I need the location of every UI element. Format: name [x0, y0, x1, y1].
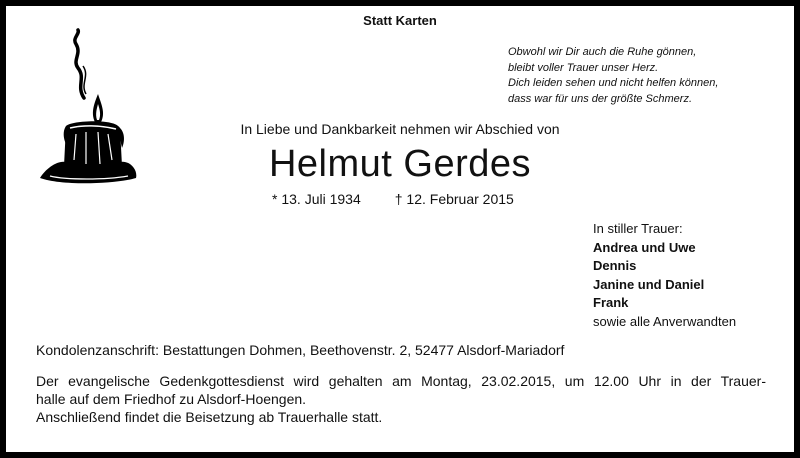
service-line: halle auf dem Friedhof zu Alsdorf-Hoengen. — [36, 391, 307, 407]
intro-text: In Liebe und Dankbarkeit nehmen wir Abschied von — [240, 121, 560, 137]
poem-line: Dich leiden sehen und nicht helfen können, — [508, 77, 719, 90]
service-line: Anschließend findet die Beisetzung ab Trauerhalle statt. — [36, 409, 383, 425]
poem-line: Obwohl wir Dir auch die Ruhe gönnen, — [508, 46, 697, 58]
birth-date: * 13. Juli 1934 — [272, 191, 361, 207]
service-line: Der evangelische Gedenkgottesdienst wird gehalten am Montag, 23.02.2015, um 12.00 Uhr in der Trauer- — [36, 373, 766, 389]
mourner-name: Andrea und Uwe — [593, 239, 696, 255]
death-date: † 12. Februar 2015 — [394, 191, 514, 207]
poem — [508, 45, 788, 107]
mourner-name: Dennis — [593, 258, 637, 273]
deceased-name: Helmut Gerdes — [268, 143, 532, 185]
mourner-name: Janine und Daniel — [593, 276, 705, 292]
poem-line: bleibt voller Trauer unser Herz. — [508, 61, 659, 74]
life-dates — [272, 191, 514, 207]
header-title: Statt Karten — [363, 13, 437, 28]
mourner-name: Frank — [593, 295, 629, 310]
service-info — [36, 372, 766, 426]
mourners — [593, 220, 736, 331]
poem-line: dass war für uns der größte Schmerz. — [508, 92, 693, 105]
condolence-address: Kondolenzanschrift: Bestattungen Dohmen, Beethovenstr. 2, 52477 Alsdorf-Mariadorf — [36, 342, 565, 358]
mourners-footer: sowie alle Anverwandten — [593, 313, 737, 329]
mourners-heading: In stiller Trauer: — [593, 221, 683, 236]
